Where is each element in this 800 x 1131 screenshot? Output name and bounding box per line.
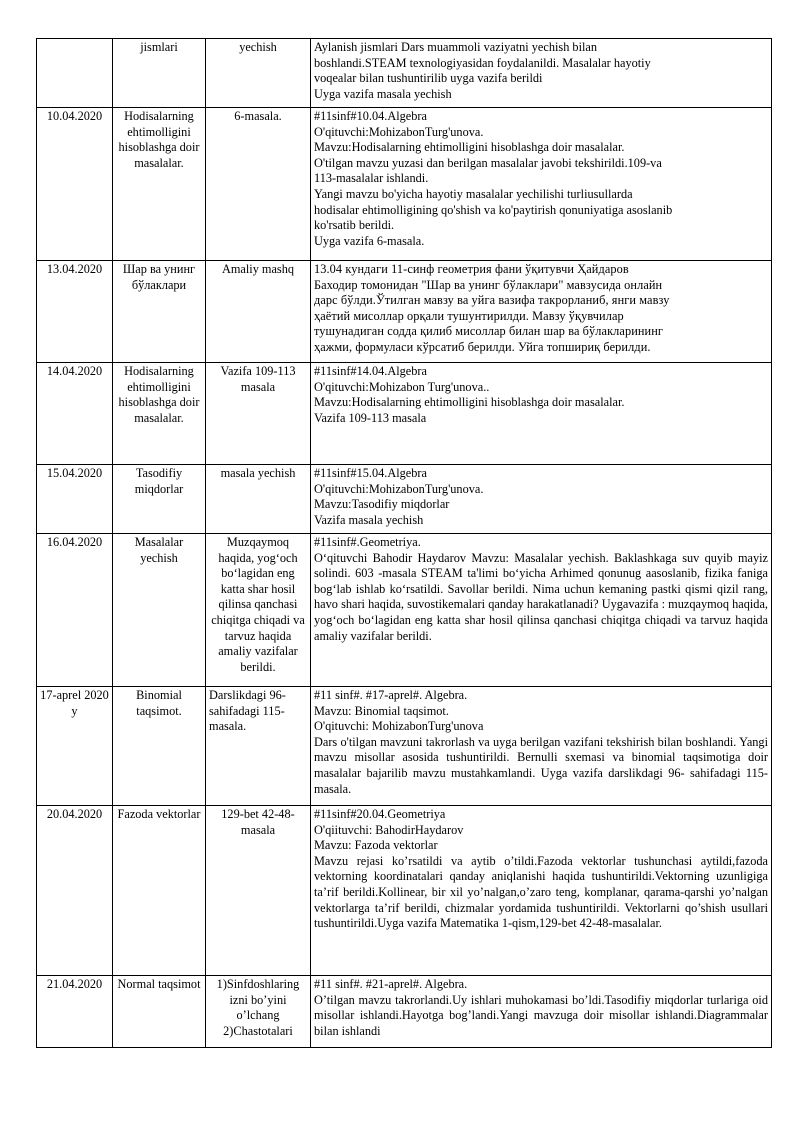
description-line: #11 sinf#. #17-aprel#. Algebra. bbox=[314, 688, 468, 702]
table-row bbox=[37, 465, 772, 534]
date-cell: 15.04.2020 bbox=[37, 465, 113, 534]
description-line: voqealar bilan tushuntirilib uyga vazifa berildi bbox=[314, 71, 543, 86]
date-cell: 14.04.2020 bbox=[37, 363, 113, 465]
description-line: Uyga vazifa masala yechish bbox=[314, 86, 452, 101]
description-line: Vazifa 109-113 masala bbox=[314, 410, 427, 425]
description-cell bbox=[311, 108, 772, 261]
task-cell: masala yechish bbox=[206, 465, 311, 534]
date-cell: 17-aprel 2020 y bbox=[37, 687, 113, 806]
task-cell: yechish bbox=[206, 39, 311, 108]
description-line: Mavzu: Fazoda vektorlar bbox=[314, 838, 438, 853]
table-row bbox=[37, 976, 772, 1048]
table-row bbox=[37, 534, 772, 687]
topic-cell: Fazoda vektorlar bbox=[113, 806, 206, 976]
description-line: Vazifa masala yechish bbox=[314, 512, 424, 527]
task-cell: Amaliy mashq bbox=[206, 261, 311, 363]
description-line: O'qiituvchi: BahodirHaydarov bbox=[314, 822, 464, 837]
description-line: Dars o'tilgan mavzuni takrorlash va uyga berilgan vazifani tekshirish bilan boshlandi. Yangi mavzu misollar asosida tushuntirildi. Bernulli sxemasi va binomial taqsimotiga doir masalalar bajarilib mavzu mustahkamlandi. Uyga vazifa darslikdagi 96- sahifadagi 115-masala. bbox=[314, 734, 768, 796]
description-cell bbox=[311, 534, 772, 687]
description-line: ҳаётий мисоллар орқали тушунтирилди. Мавзу ўқувчилар bbox=[314, 308, 624, 323]
date-cell bbox=[37, 39, 113, 108]
date-cell: 21.04.2020 bbox=[37, 976, 113, 1048]
topic-cell: jismlari bbox=[113, 39, 206, 108]
description-line: O'qituvchi:MohizabonTurg'unova. bbox=[314, 481, 484, 496]
table-row bbox=[37, 687, 772, 806]
description-cell bbox=[311, 976, 772, 1048]
table-row bbox=[37, 363, 772, 465]
table-row bbox=[37, 806, 772, 976]
description-cell bbox=[311, 363, 772, 465]
description-cell bbox=[311, 465, 772, 534]
description-line: #11sinf#10.04.Algebra bbox=[314, 109, 427, 123]
topic-cell: Hodisalarning ehtimolligini hisoblashga doir masalalar. bbox=[113, 108, 206, 261]
table-row bbox=[37, 108, 772, 261]
description-line: 113-masalalar ishlandi. bbox=[314, 171, 429, 186]
description-line: #11sinf#14.04.Algebra bbox=[314, 364, 427, 378]
description-line: O'qituvchi:Mohizabon Turg'unova.. bbox=[314, 379, 490, 394]
date-cell: 13.04.2020 bbox=[37, 261, 113, 363]
description-cell bbox=[311, 39, 772, 108]
topic-cell: Binomial taqsimot. bbox=[113, 687, 206, 806]
task-cell: 129-bet 42-48-masala bbox=[206, 806, 311, 976]
description-line: Mavzu: Binomial taqsimot. bbox=[314, 703, 449, 718]
description-line: Баходир томонидан "Шар ва унинг бўлаклари" мавзусида онлайн bbox=[314, 277, 663, 292]
topic-cell: Masalalar yechish bbox=[113, 534, 206, 687]
description-line: O’tilgan mavzu takrorlandi.Uy ishlari muhokamasi bo’ldi.Tasodifiy miqdorlar turlariga oid misollar ishlandi.Hayotga bog’landi.Yangi mavzuga doir misollar ishlandi.Diagrammalar bilan ishlandi bbox=[314, 992, 768, 1038]
date-cell: 20.04.2020 bbox=[37, 806, 113, 976]
description-line: Mavzu:Hodisalarning ehtimolligini hisoblashga doir masalalar. bbox=[314, 140, 625, 155]
description-line: ҳажми, формуласи кўрсатиб берилди. Уйга топшириқ берилди. bbox=[314, 339, 651, 354]
date-cell: 10.04.2020 bbox=[37, 108, 113, 261]
description-line: ko'rsatib berildi. bbox=[314, 218, 395, 233]
description-line: #11sinf#15.04.Algebra bbox=[314, 466, 427, 480]
description-line: Mavzu:Tasodifiy miqdorlar bbox=[314, 497, 450, 512]
description-line: O'tilgan mavzu yuzasi dan berilgan masalalar javobi tekshirildi.109-va bbox=[314, 155, 662, 170]
description-cell bbox=[311, 806, 772, 976]
topic-cell: Шар ва унинг бўлаклари bbox=[113, 261, 206, 363]
date-cell: 16.04.2020 bbox=[37, 534, 113, 687]
task-cell: 1)Sinfdoshlaring izni bo’yini o’lchang 2)Chastotalari bbox=[206, 976, 311, 1048]
topic-cell: Hodisalarning ehtimolligini hisoblashga doir masalalar. bbox=[113, 363, 206, 465]
table-body bbox=[37, 39, 772, 1048]
description-line: O‘qituvchi Bahodir Haydarov Mavzu: Masalalar yechish. Baklashkaga suv quyib mayiz solindi. 603 -masala STEAM ta'limi bo‘yicha Arhimed qonunug aasoslanib, fizika faniga bog‘lab ishlab ko‘rsatildi. Savollar berildi. Nima uchun kemaning pastki qismi qizil rang, havo shari haqida, suvostikemalari qanday harakatlanadi? Uygavazifa : muzqaymoq haqida, yog‘och bo‘lagidan eng katta shar hosil qilinsa qanchasi chiqitga chiqadi va tarvuz haqida amaliy vazifalar berildi. bbox=[314, 550, 768, 643]
description-line: O'qituvchi: MohizabonTurg'unova bbox=[314, 719, 484, 734]
description-line: #11 sinf#. #21-aprel#. Algebra. bbox=[314, 977, 468, 991]
description-line: тушунадиган содда қилиб мисоллар билан шар ва бўлакларининг bbox=[314, 324, 664, 339]
description-line: Mavzu:Hodisalarning ehtimolligini hisoblashga doir masalalar. bbox=[314, 395, 625, 410]
description-cell bbox=[311, 261, 772, 363]
description-line: O'qituvchi:MohizabonTurg'unova. bbox=[314, 124, 484, 139]
task-cell: Muzqaymoq haqida, yog‘och bo‘lagidan eng katta shar hosil qilinsa qanchasi chiqitga chiqadi va tarvuz haqida amaliy vazifalar berildi. bbox=[206, 534, 311, 687]
table-row bbox=[37, 261, 772, 363]
description-line: hodisalar ehtimolligining qo'shish va ko'paytirish qonuniyatiga asoslanib bbox=[314, 202, 673, 217]
table-row bbox=[37, 39, 772, 108]
lesson-journal-table bbox=[36, 38, 772, 1048]
description-line: 13.04 кундаги 11-синф геометрия фани ўқитувчи Ҳайдаров bbox=[314, 262, 629, 276]
description-line: Mavzu rejasi ko’rsatildi va aytib o’tildi.Fazoda vektorlar tushunchasi aytildi,fazoda vektorning koordinatalari qanday aniqlanishi haqida tushuntirildi.Vektorning uzunligiga ta’rif berildi.Kollinear, bir xil yo’nalgan,o’zaro teng, komplanar, qarama-qarshi yo’nalgan vektorlarga ta’rif berildi, chizmalar yordamida tushuntirildi. Vektorlarni qo’shish usullari tushuntirildi.Uyga vazifa Matematika 1-qism,129-bet 42-48-masalalar. bbox=[314, 853, 768, 931]
description-line: Yangi mavzu bo'yicha hayotiy masalalar yechilishi turliusullarda bbox=[314, 186, 633, 201]
description-line: дарс бўлди.Ўтилган мавзу ва уйга вазифа такрорланиб, янги мавзу bbox=[314, 293, 670, 308]
task-cell: Vazifa 109-113 masala bbox=[206, 363, 311, 465]
topic-cell: Normal taqsimot bbox=[113, 976, 206, 1048]
task-cell: Darslikdagi 96-sahifadagi 115-masala. bbox=[206, 687, 311, 806]
description-cell bbox=[311, 687, 772, 806]
description-line: boshlandi.STEAM texnologiyasidan foydalanildi. Masalalar hayotiy bbox=[314, 55, 651, 70]
task-cell: 6-masala. bbox=[206, 108, 311, 261]
description-line: Uyga vazifa 6-masala. bbox=[314, 233, 425, 248]
description-line: Aylanish jismlari Dars muammoli vaziyatni yechish bilan bbox=[314, 40, 598, 54]
description-line: #11sinf#20.04.Geometriya bbox=[314, 807, 446, 821]
topic-cell: Tasodifiy miqdorlar bbox=[113, 465, 206, 534]
description-line: #11sinf#.Geometriya. bbox=[314, 535, 421, 549]
